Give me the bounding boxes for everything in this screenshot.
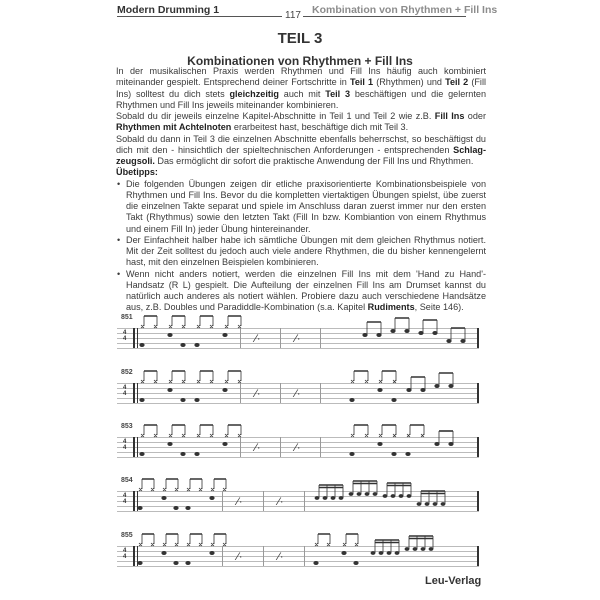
measure-repeat-icon: ∕· <box>255 333 261 345</box>
time-signature: 4 4 <box>123 330 127 342</box>
drum-staff <box>117 491 479 511</box>
exercise-852 <box>117 369 479 409</box>
measure-repeat-icon: ∕· <box>295 388 301 400</box>
notes-graphic <box>117 437 479 477</box>
exercise-number: 855 <box>121 532 133 539</box>
exercise-854 <box>117 477 479 517</box>
exercise-number: 853 <box>121 423 133 430</box>
drum-staff <box>117 383 479 403</box>
drum-staff <box>117 546 479 566</box>
measure-repeat-icon: ∕· <box>295 442 301 454</box>
part-title: TEIL 3 <box>277 30 323 47</box>
paragraph-2: Sobald du dir jeweils einzelne Kapitel-Abschnitte in Teil 1 und Teil 2 wie z.B. Fill Ins oder Rhythmen mit Achtelnoten erarbeitest hast, beschäftige dich mit Teil 3. <box>116 111 486 133</box>
page-number: 117 <box>285 10 301 21</box>
body-text <box>116 66 486 314</box>
time-signature: 4 4 <box>123 385 127 397</box>
time-signature: 4 4 <box>123 439 127 451</box>
drum-staff <box>117 328 479 348</box>
tip-item: • Der Einfachheit halber habe ich sämtliche Übungen mit dem gleichen Rhythmus notiert. Mit der Zeit solltest du jedoch auch viele andere Rhythmen, die du bisher kennengelernt hast, mit den einzelnen Beispielen kombinieren. <box>126 235 486 269</box>
book-title: Modern Drumming 1 <box>117 4 220 16</box>
tip-item: • Die folgenden Übungen zeigen dir etliche praxisorientierte Kombinationsbeispiele von Rhythmen und Fill Ins. Bevor du die kompletten viertaktigen Übungen spielst, übe zuerst die einzelnen Takte separat und spiele im Anschluss daran zuerst immer nur den ersten Takt (Rhythmus) sowie den letzten Takt (Fill In bzw. Kombiantion von einem Rhythmus und einem Fill In) jeder Übung hintereinander. <box>126 179 486 235</box>
time-signature: 4 4 <box>123 493 127 505</box>
exercise-853 <box>117 423 479 463</box>
measure-repeat-icon: ∕· <box>237 551 243 563</box>
tips-heading: Übetipps: <box>116 167 158 178</box>
notes-graphic <box>117 328 479 368</box>
exercise-number: 852 <box>121 369 133 376</box>
drum-staff <box>117 437 479 457</box>
measure-repeat-icon: ∕· <box>278 551 284 563</box>
measure-repeat-icon: ∕· <box>295 333 301 345</box>
measure-repeat-icon: ∕· <box>255 442 261 454</box>
notes-graphic <box>117 491 479 531</box>
header-rule-left <box>117 16 282 17</box>
paragraph-intro: In der musikalischen Praxis werden Rhythmen und Fill Ins häufig auch kombiniert miteinander gespielt. Entsprechend deiner Fortschritte in Teil 1 (Rhythmen) und Teil 2 (Fill Ins) solltest du dich stets gleichzeitig auch mit Teil 3 beschäftigen und die gelernten Rhythmen und Fill Ins jeweils miteinander kombinieren. <box>116 66 486 110</box>
header-rule-right <box>303 16 466 17</box>
tips-list <box>116 179 486 314</box>
time-signature: 4 4 <box>123 548 127 560</box>
paragraph-3: Sobald du dann in Teil 3 die einzelnen Abschnitte ebenfalls beherrschst, so beschäftigst du dich mit den - hinsichtlich der spieltechnischen Anforderungen - entsprechenden Schlag-zeugsoli. Das ermöglicht dir sofort die praktische Anwendung der Fill Ins und Rhythmen. <box>116 133 486 166</box>
section-title: Kombinationen von Rhythmen + Fill Ins <box>187 54 413 68</box>
exercise-851 <box>117 314 479 354</box>
publisher-name: Leu-Verlag <box>425 575 482 587</box>
exercise-number: 854 <box>121 477 133 484</box>
exercise-855 <box>117 532 479 572</box>
exercise-number: 851 <box>121 314 133 321</box>
measure-repeat-icon: ∕· <box>237 496 243 508</box>
measure-repeat-icon: ∕· <box>255 388 261 400</box>
notes-graphic <box>117 383 479 423</box>
tip-item: • Wenn nicht anders notiert, werden die einzelnen Fill Ins mit dem 'Hand zu Hand'-Handsatz (R L) gespielt. Die Aufteilung der einzelnen Fill Ins am Drumset kannst du natürlich auch anderes als notiert wählen. Probiere dazu auch verschiedene Handsätze aus, z.B. Doubles und Paradiddle-Kombination (s.a. Kapitel Rudiments, Seite 146). <box>126 269 486 314</box>
measure-repeat-icon: ∕· <box>278 496 284 508</box>
chapter-title: Kombination von Rhythmen + Fill Ins <box>312 4 498 16</box>
